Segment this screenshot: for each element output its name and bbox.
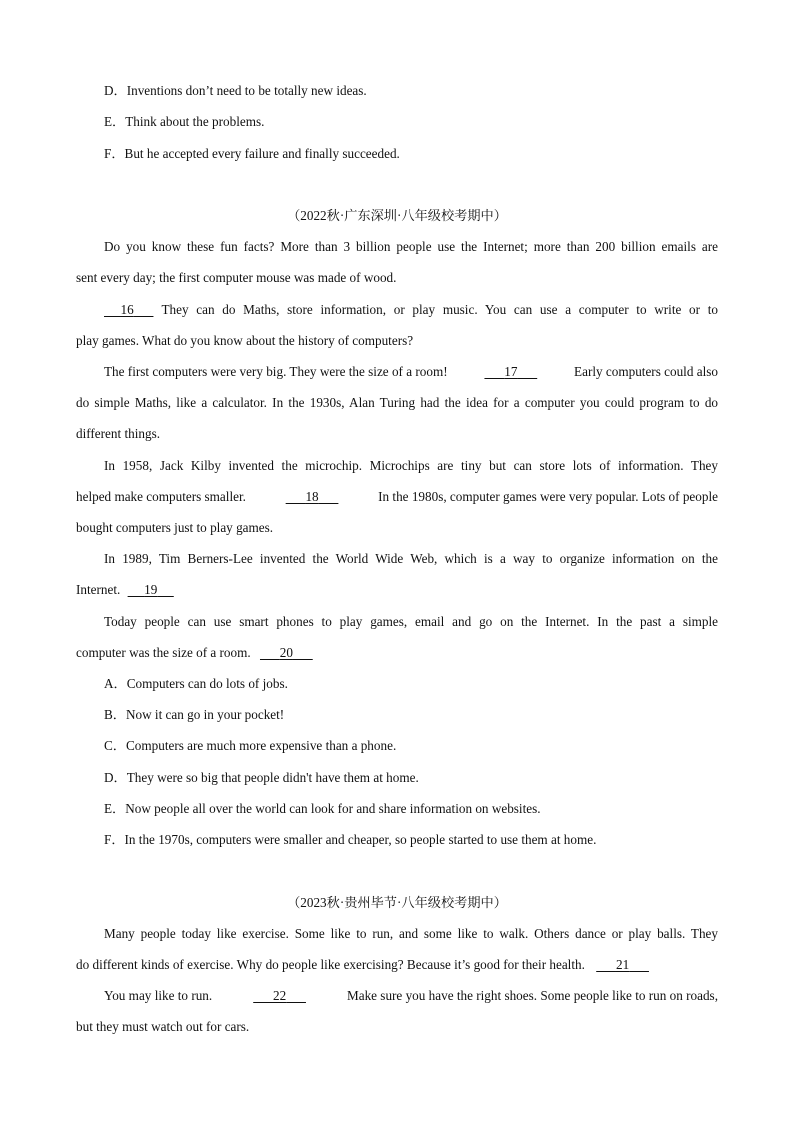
option-e: E．Now people all over the world can look for and share information on websites.: [104, 801, 541, 816]
blank-20[interactable]: [260, 645, 313, 661]
option-c: C．Computers are much more expensive than a phone.: [104, 738, 397, 753]
paragraph-line: [76, 957, 649, 973]
paragraph-text: The first computers were very big. They were the size of a room!: [104, 364, 448, 379]
option-b: B．Now it can go in your pocket!: [104, 707, 285, 722]
paragraph-text: Internet.: [76, 582, 121, 597]
paragraph-line: different things.: [76, 426, 160, 441]
paragraph-line: play games. What do you know about the history of computers?: [76, 333, 414, 348]
paragraph-line: [76, 645, 313, 661]
option-f: F．In the 1970s, computers were smaller and cheaper, so people started to use them at home.: [104, 832, 597, 847]
blank-number: 20: [279, 645, 293, 660]
prev-option-e: E．Think about the problems.: [104, 114, 265, 129]
prev-option-d: D．Inventions don’t need to be totally new ideas.: [104, 83, 367, 98]
paragraph-line: [104, 551, 718, 567]
blank-number: 22: [273, 988, 287, 1003]
blank-number: 19: [144, 582, 158, 597]
paragraph-line: [76, 489, 718, 505]
paragraph-text: helped make computers smaller.: [76, 489, 246, 504]
prev-option-f: F．But he accepted every failure and finally succeeded.: [104, 146, 400, 161]
paragraph-text: They can do Maths, store information, or play music. You can use a computer to write or to: [161, 302, 718, 317]
paragraph-line: [76, 395, 718, 411]
paragraph-text: Today people can use smart phones to play games, email and go on the Internet. In the past a simple: [104, 614, 718, 629]
paragraph-line: [104, 239, 718, 255]
blank-number: 18: [305, 489, 319, 504]
blank-16[interactable]: [104, 302, 153, 318]
paragraph-line: [104, 614, 718, 630]
blank-number: 17: [504, 364, 518, 379]
blank-21[interactable]: [596, 957, 649, 973]
section-title: （2023秋·贵州毕节·八年级校考期中）: [287, 895, 507, 910]
paragraph-line: sent every day; the first computer mouse was made of wood.: [76, 270, 397, 285]
option-d: D．They were so big that people didn't have them at home.: [104, 770, 419, 785]
paragraph-text: You may like to run.: [104, 988, 213, 1003]
paragraph-text: computer was the size of a room.: [76, 645, 251, 660]
blank-18[interactable]: [286, 489, 339, 505]
paragraph-text: Early computers could also: [574, 364, 718, 379]
paragraph-line: bought computers just to play games.: [76, 520, 274, 535]
paragraph-line: [104, 364, 718, 380]
blank-22[interactable]: [253, 988, 306, 1004]
paragraph-line: [104, 926, 718, 942]
blank-17[interactable]: [484, 364, 537, 380]
section-title: （2022秋·广东深圳·八年级校考期中）: [287, 208, 507, 223]
option-a: A．Computers can do lots of jobs.: [104, 676, 288, 691]
blank-number: 16: [120, 302, 134, 317]
blank-number: 21: [615, 957, 630, 972]
paragraph-text: do different kinds of exercise. Why do people like exercising? Because it’s good for their health.: [76, 957, 585, 972]
paragraph-line: [104, 302, 718, 318]
paragraph-text: In the 1980s, computer games were very popular. Lots of people: [378, 489, 718, 504]
paragraph-line: [104, 988, 718, 1004]
paragraph-text: In 1989, Tim Berners-Lee invented the World Wide Web, which is a way to organize information on the: [104, 551, 718, 566]
paragraph-line: [104, 458, 718, 474]
paragraph-text: In 1958, Jack Kilby invented the microchip. Microchips are tiny but can store lots of information. They: [104, 458, 718, 473]
paragraph-line: [76, 582, 174, 598]
paragraph-text: Make sure you have the right shoes. Some people like to run on roads,: [346, 988, 718, 1003]
paragraph-line: but they must watch out for cars.: [76, 1019, 250, 1034]
paragraph-text: do simple Maths, like a calculator. In the 1930s, Alan Turing had the idea for a computer you could program to do: [76, 395, 718, 410]
paragraph-text: Many people today like exercise. Some like to run, and some like to walk. Others dance or play balls. They: [104, 926, 718, 941]
blank-19[interactable]: [128, 582, 174, 598]
paragraph-text: Do you know these fun facts? More than 3 billion people use the Internet; more than 200 billion emails are: [104, 239, 718, 254]
